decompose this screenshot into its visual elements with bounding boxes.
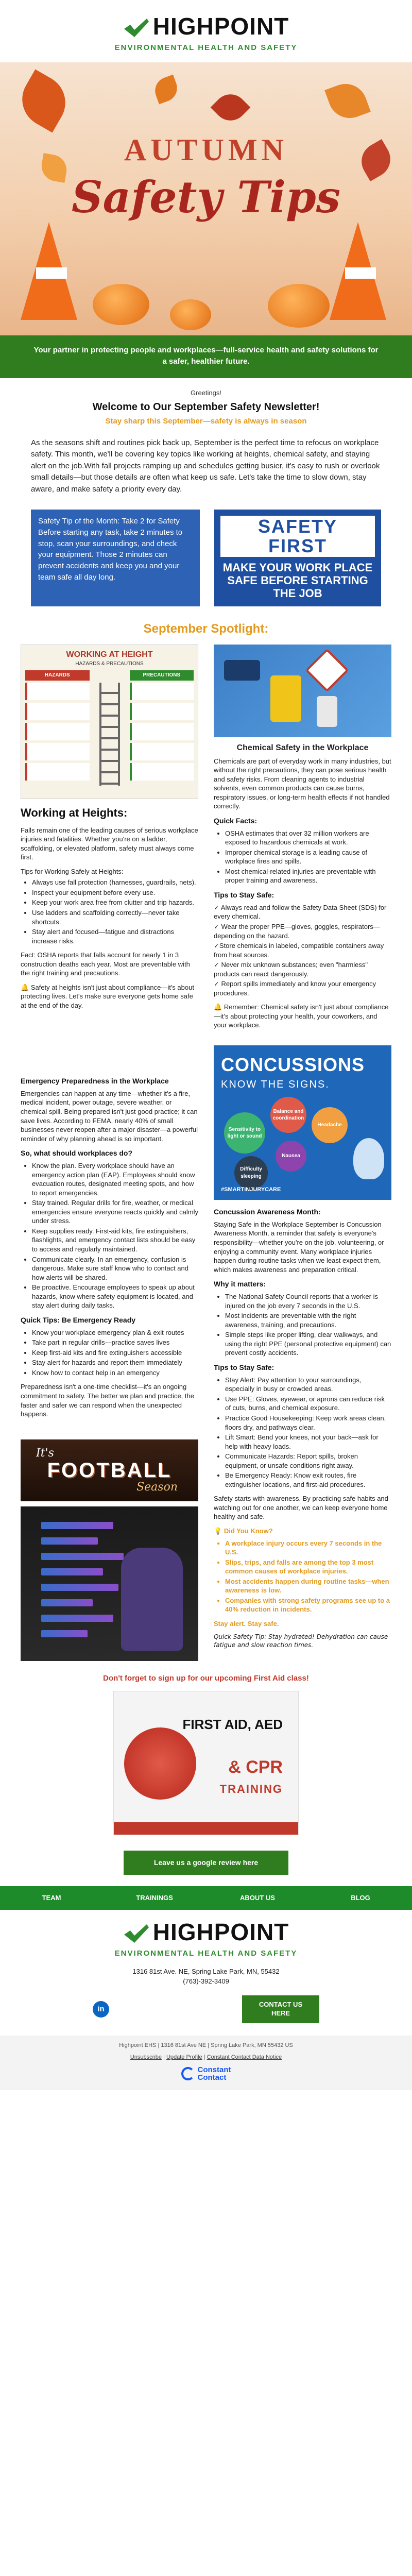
wah-hazards-header: HAZARDS [25, 670, 90, 681]
alert-icon: 🔔 [214, 1003, 224, 1011]
heights-column [21, 645, 198, 1035]
chemical-tips-heading: Tips to Stay Safe: [214, 891, 274, 900]
checkmark-icon [123, 1923, 150, 1944]
concussion-closing: Safety starts with awareness. By practicing safe habits and watching out for one another, we can keep everyone home healthy and safe. [214, 1495, 388, 1521]
legal-address: Highpoint EHS | 1316 81st Ave NE | Spring Lake Park, MN 55432 US [119, 2042, 293, 2048]
hazard-card [25, 763, 90, 781]
football-season: Season [136, 1480, 178, 1494]
stripe [41, 1568, 103, 1575]
stripe [41, 1522, 113, 1529]
list-item: • Slips, trips, and falls are among the top 3 most common causes of workplace injuries. [225, 1558, 391, 1576]
first-aid-section [0, 1661, 412, 1840]
list-item: • Use ladders and scaffolding correctly—never take shortcuts. [32, 908, 198, 926]
linkedin-icon[interactable]: in [93, 2001, 109, 2018]
list-item: • Communicate Hazards: Report spills, broken equipment, or unsafe conditions right away. [225, 1452, 391, 1470]
precaution-card [130, 703, 194, 720]
contact-us-button[interactable]: CONTACT US HERE [242, 1995, 319, 2023]
stripe [41, 1630, 88, 1637]
heights-closing-text: Safety at heights isn't just about compliance—it's about protecting lives. Let's make sure everyone gets home safe at the end of the day. [21, 983, 194, 1009]
did-you-know-text: Did You Know? [224, 1527, 273, 1535]
symptom-circle: Nausea [276, 1141, 306, 1172]
emergency-heading: Emergency Preparedness in the Workplace [21, 1077, 169, 1086]
cone-stripe [345, 267, 376, 279]
did-you-know-list [214, 1539, 391, 1629]
footer-logo[interactable] [123, 1920, 289, 1944]
list-item: • Lift Smart: Bend your knees, not your back—ask for help with heavy loads. [225, 1433, 391, 1451]
list-item: • A workplace injury occurs every 7 seconds in the U.S. [225, 1539, 391, 1557]
symptom-circle: Sensitivity to light or sound [224, 1112, 265, 1154]
leaf-icon [324, 78, 371, 124]
footer-logo-tagline: ENVIRONMENTAL HEALTH AND SAFETY [114, 1948, 298, 1958]
chemical-tip: ✓ Always read and follow the Safety Data Sheet (SDS) for every chemical. [214, 903, 387, 921]
why-list [225, 1292, 391, 1358]
chemical-title: Chemical Safety in the Workplace [236, 743, 369, 752]
list-item: • Know how to contact help in an emergency [32, 1368, 198, 1378]
legal-footer [0, 2036, 412, 2090]
nav-team[interactable]: TEAM [42, 1894, 61, 1902]
emergency-column [21, 1045, 198, 1661]
football-season-graphic [21, 1439, 198, 1501]
chemical-desc: Chemicals are part of everyday work in many industries, but without the right precautions, they can pose serious health and safety risks. From cleaning agents to industrial solvents, even common products can cause burns, respiratory issues, or long-term health effects if not handled correctly. [214, 757, 391, 810]
heights-heading: Working at Heights: [21, 806, 128, 819]
list-item: • OSHA estimates that over 32 million workers are exposed to hazardous chemicals at work. [225, 829, 391, 847]
emergency-para: Emergencies can happen at any time—whether it's a fire, medical incident, power outage, severe weather, or chemical spill. Being prepared isn't just good practice; it can save lives. According to FEMA, nearly 40% of small businesses never reopen after a major disaster—a powerful reminder of why planning ahead is so important. [21, 1089, 198, 1143]
footer-logo-name: HIGHPOINT [152, 1919, 289, 1946]
concussion-tips-heading: Tips to Stay Safe: [214, 1363, 274, 1371]
heights-para: Falls remain one of the leading causes of serious workplace injuries and fatalities. Whether you're on a ladder, scaffolding, or elevated platform, safety must always come first. [21, 826, 198, 861]
wah-precautions-header: PRECAUTIONS [130, 670, 194, 681]
football-its: It's [36, 1446, 54, 1460]
list-item: • Most accidents happen during routine tasks—when awareness is low. [225, 1577, 391, 1595]
bottle-icon [317, 696, 337, 727]
constant-contact-icon [181, 2067, 195, 2080]
hazard-card [25, 683, 90, 700]
logo-name: HIGHPOINT [152, 13, 289, 40]
precaution-card [130, 723, 194, 740]
tip-of-month: Safety Tip of the Month: Take 2 for Safety Before starting any task, take 2 minutes to stop, scan your surroundings, and check your equipment. Those 2 minutes can prevent accidents and keep you and your team safe all day long. [31, 510, 200, 606]
chemical-safety-graphic [214, 645, 391, 737]
list-item: • Stay Alert: Pay attention to your surroundings, especially in busy or crowded areas. [225, 1376, 391, 1394]
hero-title-autumn: AUTUMN [124, 132, 288, 167]
player-silhouette [121, 1548, 183, 1651]
list-item: • Always use fall protection (harnesses, guardrails, nets). [32, 878, 198, 887]
cone-stripe [36, 267, 67, 279]
hazard-sign-icon [305, 649, 349, 692]
chemical-closing-text: Remember: Chemical safety isn't just about compliance—it's about protecting your health, your coworkers, and your workplace. [214, 1003, 389, 1029]
list-item: • Communicate clearly. In an emergency, confusion is dangerous. Make sure staff know who to contact and how alerts will be shared. [32, 1255, 198, 1282]
pumpkin-icon [268, 284, 330, 328]
stripe [41, 1553, 124, 1560]
symptom-circle: Difficulty sleeping [234, 1156, 268, 1190]
hazard-card [25, 743, 90, 760]
list-item: • Be proactive. Encourage employees to speak up about hazards, know where safety equipment is located, and stay alert during daily tasks. [32, 1283, 198, 1310]
chemical-facts-list [225, 829, 391, 885]
google-review-button[interactable]: Leave us a google review here [124, 1851, 288, 1875]
list-item: • Know your workplace emergency plan & exit routes [32, 1328, 198, 1337]
chemical-closing [214, 1003, 391, 1030]
nav-about-us[interactable]: ABOUT US [240, 1894, 275, 1902]
list-item: • Stay alert and focused—fatigue and distractions increase risks. [32, 927, 198, 945]
cc-line2: Contact [197, 2073, 227, 2082]
why-heading: Why it matters: [214, 1280, 266, 1289]
constant-contact-logo[interactable] [181, 2066, 231, 2081]
concussion-graphic [214, 1045, 391, 1200]
intro-paragraph: As the seasons shift and routines pick back up, September is the perfect time to refocus on workplace safety. This month, we'll be covering key topics like working at heights, chemical safety, and staying alert on the job.With fall projects ramping up and schedules getting busier, it's easy to rush or overlook small details—but those details are often what keep us safe. Let's take the time to slow down, stay aware, and make safety a priority every day. [31, 438, 380, 494]
heights-fact: Fact: OSHA reports that falls account for nearly 1 in 3 construction deaths each year. Most are preventable with the right training and precautions. [21, 951, 190, 977]
unsubscribe-link[interactable]: Unsubscribe [130, 2054, 162, 2060]
welcome-subheading: Stay sharp this September—safety is always in season [105, 417, 307, 426]
concussion-para: Staying Safe in the Workplace September is Concussion Awareness Month, a reminder that safety is everyone's responsibility—whether you're on the job, volunteering, or enjoying a community event. Many workplace injuries happen during routine tasks when we least expect them, which makes awareness and preparation critical. [214, 1220, 384, 1274]
spotlight-columns [0, 645, 412, 1035]
concussion-column [214, 1045, 391, 1661]
logo-tagline: ENVIRONMENTAL HEALTH AND SAFETY [114, 43, 298, 52]
greeting [0, 378, 412, 430]
update-profile-link[interactable]: Update Profile [166, 2054, 202, 2060]
hazard-card [25, 703, 90, 720]
first-aid-line1: FIRST AID, AED [182, 1716, 283, 1732]
symptom-circle: Headache [312, 1107, 348, 1143]
precaution-card [130, 763, 194, 781]
hazard-card [25, 723, 90, 740]
list-item: • The National Safety Council reports that a worker is injured on the job every 7 seconds in the U.S. [225, 1292, 391, 1310]
stripe [41, 1584, 118, 1591]
safety-first-text: MAKE YOUR WORK PLACE SAFE BEFORE STARTING THE JOB [222, 561, 373, 600]
working-at-height-graphic [21, 645, 198, 799]
checkmark-icon [123, 18, 150, 38]
list-item: • Keep supplies ready. First-aid kits, fire extinguishers, flashlights, and emergency contact lists should be easy to access and regularly maintained. [32, 1227, 198, 1254]
spotlight-title: September Spotlight: [143, 621, 269, 636]
emergency-closing: Preparedness isn't a one-time checklist—it's an ongoing commitment to safety. The better we plan and practice, the faster and safer we can respond when the unexpected happens. [21, 1383, 194, 1418]
concussion-tips-list [225, 1376, 391, 1489]
cc-line1: Constant [197, 2065, 231, 2075]
wah-graphic-title: WORKING AT HEIGHT [66, 650, 153, 659]
concussion-hashtag: #SMARTINJURYCARE [221, 1187, 281, 1193]
heights-tips-heading: Tips for Working Safely at Heights: [21, 867, 124, 875]
gloves-icon [270, 675, 301, 722]
list-item: • Practice Good Housekeeping: Keep work areas clean, floors dry, and pathways clear. [225, 1414, 391, 1432]
did-you-know-close: Stay alert. Stay safe. [214, 1619, 279, 1628]
list-item: • Inspect your equipment before every use. [32, 888, 198, 897]
hydration-note: Quick Safety Tip: Stay hydrated! Dehydration can cause fatigue and slow reaction times. [214, 1633, 388, 1649]
concussion-graphic-title: CONCUSSIONS [221, 1054, 365, 1076]
heights-tips-list [32, 878, 198, 945]
list-item: • Stay alert for hazards and report them immediately [32, 1358, 198, 1367]
tagline-band: Your partner in protecting people and workplaces—full-service health and safety solutions for a safer, healthier future. [0, 335, 412, 378]
first-aid-graphic[interactable] [113, 1691, 299, 1835]
leaf-icon [151, 74, 181, 104]
pumpkin-icon [170, 299, 211, 330]
footer-nav [0, 1886, 412, 1910]
list-item: • Keep your work area free from clutter and trip hazards. [32, 898, 198, 907]
emergency-q-heading: So, what should workplaces do? [21, 1149, 133, 1158]
list-item: • Simple steps like proper lifting, clear walkways, and using the right PPE (personal protective equipment) can prevent costly accidents. [225, 1330, 391, 1358]
head-icon [353, 1138, 384, 1179]
nav-blog[interactable]: BLOG [351, 1894, 370, 1902]
precaution-card [130, 743, 194, 760]
safety-first-graphic [214, 510, 381, 606]
chemical-tip: ✓ Wear the proper PPE—gloves, goggles, respirators—depending on the hazard. [214, 923, 380, 940]
wah-graphic-sub: HAZARDS & PRECAUTIONS [75, 660, 144, 667]
leaf-icon [211, 87, 251, 127]
hero-title-safety-tips: Safety Tips [72, 171, 340, 223]
legal-links: Unsubscribe | Update Profile | Constant Contact Data Notice [130, 2054, 282, 2060]
tip-row [0, 502, 412, 611]
heights-closing [21, 983, 198, 1010]
stripe [41, 1537, 98, 1545]
first-aid-title: Don't forget to sign up for our upcoming First Aid class! [103, 1673, 309, 1683]
footer-address: 1316 81st Ave. NE, Spring Lake Park, MN, 55432 [132, 1967, 280, 1975]
hero-image [0, 62, 412, 335]
welcome-heading: Welcome to Our September Safety Newsletter! [92, 401, 320, 413]
list-item: • Know the plan. Every workplace should have an emergency action plan (EAP). Employees should know evacuation routes, designated meeting spots, and how to report emergencies. [32, 1161, 198, 1197]
symptom-circle: Balance and coordination [270, 1097, 306, 1133]
chemical-tip: ✓Store chemicals in labeled, compatible containers away from heat sources. [214, 942, 384, 959]
chemical-tip: ✓ Never mix unknown substances; even "harmless" products can react dangerously. [214, 961, 368, 978]
footer-phone: (763)-392-3409 [183, 1977, 229, 1986]
sports-image [21, 1506, 198, 1661]
concussion-graphic-sub: KNOW THE SIGNS. [221, 1078, 330, 1090]
review-section [0, 1840, 412, 1887]
safety-first-title: SAFETY FIRST [220, 516, 375, 557]
list-item: • Companies with strong safety programs see up to a 40% reduction in incidents. [225, 1596, 391, 1614]
precaution-card [130, 683, 194, 700]
ladder-icon [99, 683, 120, 786]
first-aid-line3: TRAINING [219, 1782, 283, 1795]
stripe [41, 1599, 93, 1606]
first-aid-line2: & CPR [228, 1757, 283, 1777]
chemical-facts-heading: Quick Facts: [214, 816, 258, 825]
goggles-icon [224, 660, 260, 681]
cpr-icon [124, 1727, 196, 1800]
leaf-icon [12, 69, 76, 132]
list-item: • Keep first-aid kits and fire extinguishers accessible [32, 1348, 198, 1358]
list-item: • Take part in regular drills—practice saves lives [32, 1338, 198, 1347]
list-item: • Use PPE: Gloves, eyewear, or aprons can reduce risk of cuts, burns, and chemical exposure. [225, 1395, 391, 1413]
data-notice-link[interactable]: Constant Contact Data Notice [207, 2054, 282, 2060]
football-title: FOOTBALL [47, 1459, 172, 1482]
alert-icon: 🔔 [21, 983, 31, 991]
concussion-title: Concussion Awareness Month: [214, 1208, 321, 1216]
did-you-know-heading [214, 1527, 391, 1536]
second-columns [0, 1045, 412, 1661]
chemical-column [214, 645, 391, 1035]
emergency-q-list [32, 1161, 198, 1310]
footer [0, 1910, 412, 2036]
nav-trainings[interactable]: TRAININGS [136, 1894, 173, 1902]
emergency-tips-list [32, 1328, 198, 1378]
greeting-line: Greetings! [191, 388, 221, 397]
list-item: • Improper chemical storage is a leading cause of workplace fires and spills. [225, 848, 391, 866]
chemical-tip: ✓ Report spills immediately and know your emergency procedures. [214, 980, 376, 997]
stripe [41, 1615, 113, 1622]
emergency-tips-heading: Quick Tips: Be Emergency Ready [21, 1315, 136, 1324]
list-item: • Stay trained. Regular drills for fire, weather, or medical emergencies ensure everyone reacts quickly and calmly under stress. [32, 1198, 198, 1226]
lightbulb-icon: 💡 [214, 1527, 224, 1535]
list-item: • Be Emergency Ready: Know exit routes, fire extinguisher locations, and first-aid procedures. [225, 1471, 391, 1489]
list-item: • Most incidents are preventable with the right awareness, training, and precautions. [225, 1311, 391, 1329]
pumpkin-icon [93, 284, 149, 325]
first-aid-stripe [114, 1822, 298, 1835]
header-logo[interactable] [0, 0, 412, 62]
list-item: • Most chemical-related injuries are preventable with proper training and awareness. [225, 867, 391, 885]
